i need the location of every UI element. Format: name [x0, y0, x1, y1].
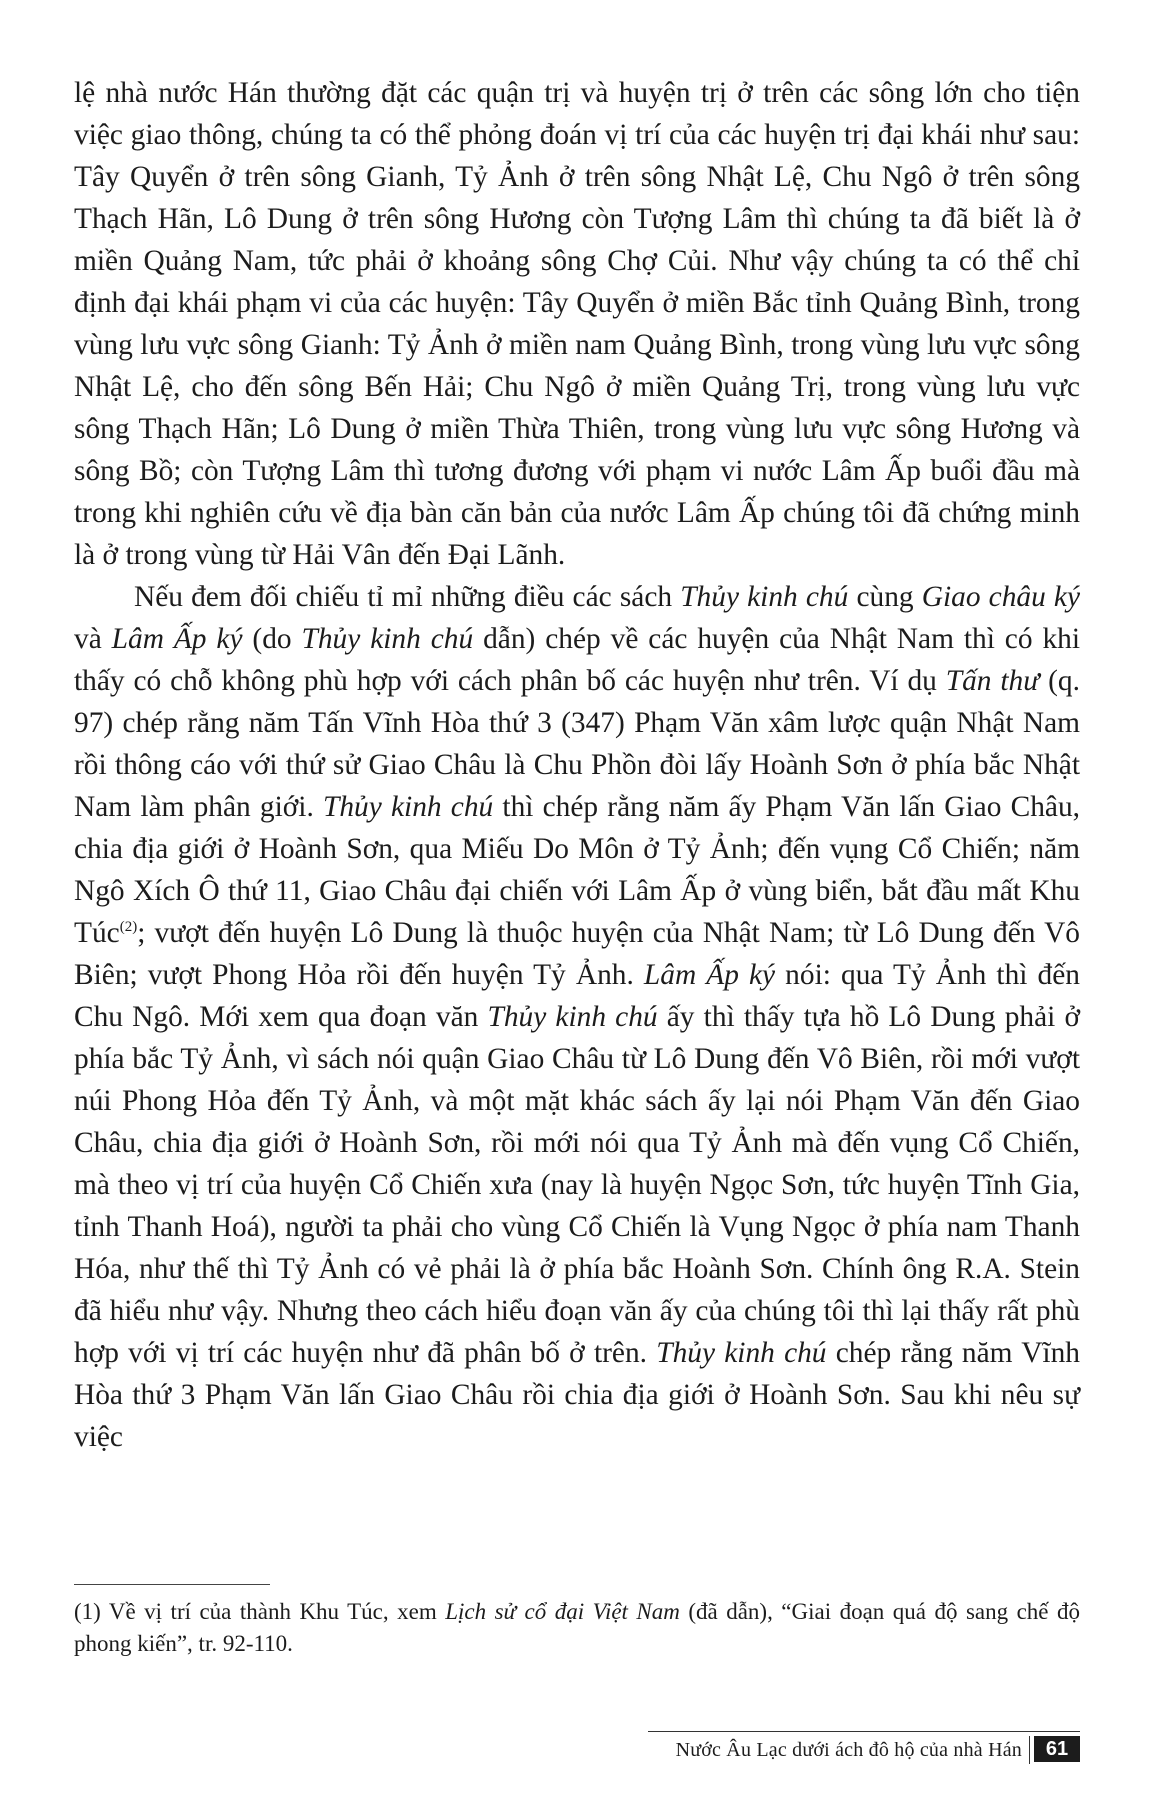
italic-title: Thủy kinh chú [323, 791, 494, 823]
paragraph-1: lệ nhà nước Hán thường đặt các quận trị và huyện trị ở trên các sông lớn cho tiện việc giao thông, chúng ta có thể phỏng đoán vị trí của các huyện trị đại khái như sau: Tây Quyển ở trên sông Gianh, Tỷ Ảnh ở trên sông Nhật Lệ, Chu Ngô ở trên sông Thạch Hãn, Lô Dung ở trên sông Hương còn Tượng Lâm thì chúng ta đã biết là ở miền Quảng Nam, tức phải ở khoảng sông Chợ Củi. Như vậy chúng ta có thể chỉ định đại khái phạm vi của các huyện: Tây Quyển ở miền Bắc tỉnh Quảng Bình, trong vùng lưu vực sông Gianh: Tỷ Ảnh ở miền nam Quảng Bình, trong vùng lưu vực sông Nhật Lệ, cho đến sông Bến Hải; Chu Ngô ở miền Quảng Trị, trong vùng lưu vực sông Thạch Hãn; Lô Dung ở miền Thừa Thiên, trong vùng lưu vực sông Hương và sông Bồ; còn Tượng Lâm thì tương đương với phạm vi nước Lâm Ấp buổi đầu mà trong khi nghiên cứu về địa bàn căn bản của nước Lâm Ấp chúng tôi đã chứng minh là ở trong vùng từ Hải Vân đến Đại Lãnh. [74, 77, 1080, 571]
italic-title: Thủy kinh chú [656, 1337, 827, 1369]
italic-title: Thủy kinh chú [487, 1001, 658, 1033]
italic-title: Lâm Ấp ký [111, 623, 243, 655]
running-footer [648, 1731, 1080, 1766]
running-title: Nước Âu Lạc dưới ách đô hộ của nhà Hán [675, 1739, 1022, 1761]
italic-title: Lâm Ấp ký [643, 959, 776, 991]
main-text [74, 72, 1080, 1458]
italic-title: Thủy kinh chú [680, 581, 849, 613]
footnote: (1) Về vị trí của thành Khu Túc, xem Lịch sử cổ đại Việt Nam (đã dẫn), “Giai đoạn quá độ sang chế độ phong kiến”, tr. 92-110. [74, 1599, 1080, 1656]
footer-separator [1029, 1736, 1030, 1764]
footnote-divider [74, 1584, 270, 1585]
italic-title: Lịch sử cổ đại Việt Nam [445, 1599, 680, 1624]
footnote-reference: (2) [119, 919, 138, 936]
italic-title: Tấn thư [945, 665, 1040, 697]
italic-title: Thủy kinh chú [301, 623, 474, 655]
page-number: 61 [1034, 1736, 1080, 1762]
paragraph-2: Nếu đem đối chiếu tỉ mỉ những điều các sách Thủy kinh chú cùng Giao châu ký và Lâm Ấp ký (do Thủy kinh chú dẫn) chép về các huyện của Nhật Nam thì có khi thấy có chỗ không phù hợp với cách phân bố các huyện như trên. Ví dụ Tấn thư (q. 97) chép rằng năm Tấn Vĩnh Hòa thứ 3 (347) Phạm Văn xâm lược quận Nhật Nam rồi thông cáo với thứ sử Giao Châu là Chu Phồn đòi lấy Hoành Sơn ở phía bắc Nhật Nam làm phân giới. Thủy kinh chú thì chép rằng năm ấy Phạm Văn lấn Giao Châu, chia địa giới ở Hoành Sơn, qua Miếu Do Môn ở Tỷ Ảnh; đến vụng Cổ Chiến; năm Ngô Xích Ô thứ 11, Giao Châu đại chiến với Lâm Ấp ở vùng biển, bắt đầu mất Khu Túc$^{(2)}$; vượt đến huyện Lô Dung là thuộc huyện của Nhật Nam; từ Lô Dung đến Vô Biên; vượt Phong Hỏa rồi đến huyện Tỷ Ảnh. Lâm Ấp ký nói: qua Tỷ Ảnh thì đến Chu Ngô. Mới xem qua đoạn văn Thủy kinh chú ấy thì thấy tựa hồ Lô Dung phải ở phía bắc Tỷ Ảnh, vì sách nói quận Giao Châu từ Lô Dung đến Vô Biên, rồi mới vượt núi Phong Hỏa đến Tỷ Ảnh, và một mặt khác sách ấy lại nói Phạm Văn đến Giao Châu, chia địa giới ở Hoành Sơn, rồi mới nói qua Tỷ Ảnh mà đến vụng Cổ Chiến, mà theo vị trí của huyện Cổ Chiến xưa (nay là huyện Ngọc Sơn, tức huyện Tĩnh Gia, tỉnh Thanh Hoá), người ta phải cho vùng Cổ Chiến là Vụng Ngọc ở phía nam Thanh Hóa, như thế thì Tỷ Ảnh có vẻ phải là ở phía bắc Hoành Sơn. Chính ông R.A. Stein đã hiểu như vậy. Nhưng theo cách hiểu đoạn văn ấy của chúng tôi thì lại thấy rất phù hợp với vị trí các huyện như đã phân bố ở trên. Thủy kinh chú chép rằng năm Vĩnh Hòa thứ 3 Phạm Văn lấn Giao Châu rồi chia địa giới ở Hoành Sơn. Sau khi nêu sự việc [74, 581, 1081, 1453]
italic-title: Giao châu ký [921, 581, 1081, 613]
